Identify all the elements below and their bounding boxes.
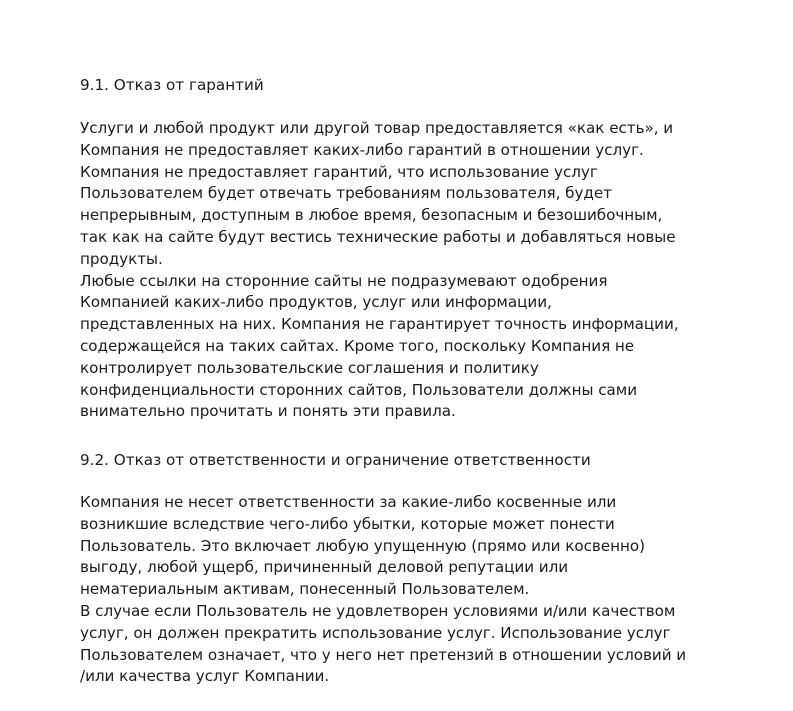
text-line: Компания не предоставляет гарантий, что использование услуг	[80, 162, 598, 181]
text-line: Пользователь. Это включает любую упущенную (прямо или косвенно)	[80, 536, 645, 555]
text-line: так как на сайте будут вестись технические работы и добавляться новые	[80, 227, 676, 246]
text-line: представленных на них. Компания не гарантирует точность информации,	[80, 315, 679, 334]
text-line: Компания не несет ответственности за какие-либо косвенные или	[80, 493, 617, 511]
text-line: Пользователем будет отвечать требованиям пользователя, будет	[80, 184, 612, 203]
section-body-9-1	[80, 118, 679, 423]
text-line: продукты.	[80, 249, 163, 268]
section-body-9-2	[80, 492, 686, 688]
section-heading-9-1: 9.1. Отказ от гарантий	[80, 76, 264, 94]
text-line: Пользователем означает, что у него нет претензий в отношении условий и	[80, 645, 687, 664]
section-heading-9-2: 9.2. Отказ от ответственности и ограничение ответственности	[80, 451, 591, 469]
text-line: /или качества услуг Компании.	[80, 667, 330, 686]
text-line: Компания не предоставляет каких-либо гарантий в отношении услуг.	[80, 140, 644, 159]
text-line: нематериальным активам, понесенный Пользователем.	[80, 580, 530, 599]
text-line: содержащейся на таких сайтах. Кроме того, поскольку Компания не	[80, 336, 635, 355]
text-line: услуг, он должен прекратить использование услуг. Использование услуг	[80, 623, 671, 642]
text-line: выгоду, любой ущерб, причиненный деловой репутации или	[80, 558, 569, 577]
text-line: непрерывным, доступным в любое время, безопасным и безошибочным,	[80, 206, 663, 225]
text-line: Компанией каких-либо продуктов, услуг или информации,	[80, 293, 552, 312]
text-line: возникшие вследствие чего-либо убытки, которые может понести	[80, 514, 615, 533]
text-line: конфиденциальности сторонних сайтов, Пользователи должны сами	[80, 380, 638, 399]
text-line: Услуги и любой продукт или другой товар предоставляется «как есть», и	[80, 119, 674, 137]
text-line: внимательно прочитать и понять эти правила.	[80, 402, 456, 421]
text-line: контролирует пользовательские соглашения и политику	[80, 358, 539, 377]
text-line: Любые ссылки на сторонние сайты не подразумевают одобрения	[80, 271, 608, 290]
text-line: В случае если Пользователь не удовлетворен условиями и/или качеством	[80, 601, 676, 620]
